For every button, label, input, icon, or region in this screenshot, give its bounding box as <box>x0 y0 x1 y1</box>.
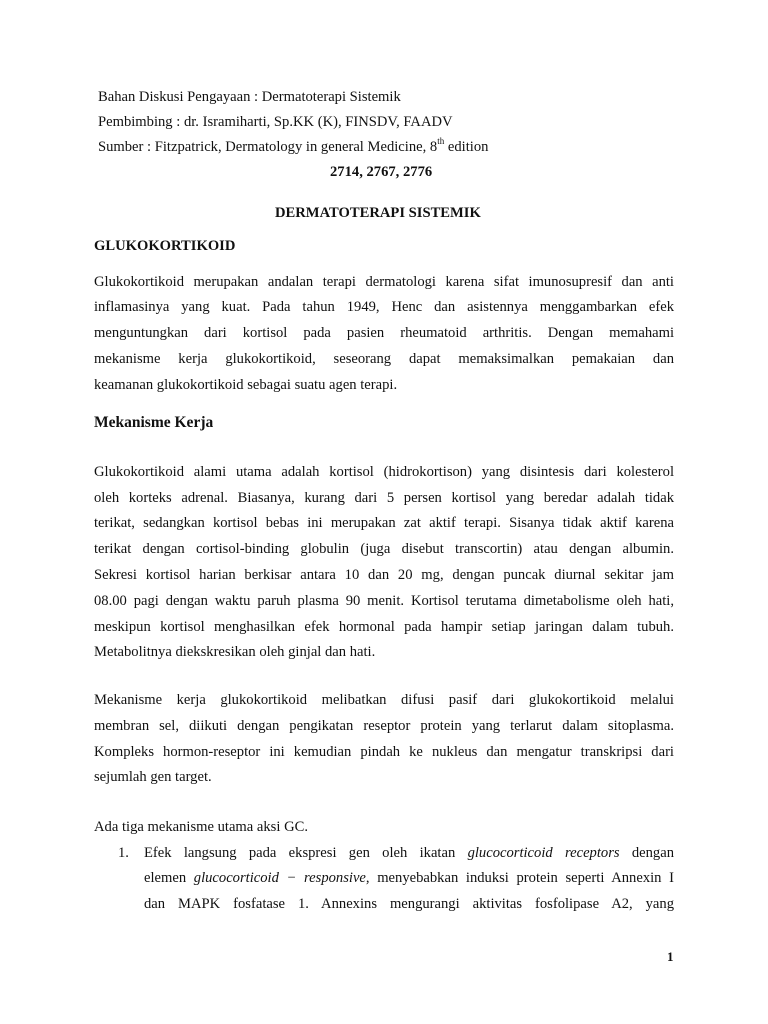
list-line2-tail: , menyebabkan induksi protein seperti Annexin I <box>365 870 674 886</box>
header-course-line: Bahan Diskusi Pengayaan : Dermatoterapi Sistemik <box>98 89 401 105</box>
para2-line-4: sejumlah gen target. <box>94 769 212 785</box>
list-line1-italic: glucocorticoid receptors <box>467 845 620 861</box>
para1-line-7: meskipun kortisol menghasilkan efek hormonal pada hampir setiap jaringan dalam tubuh. <box>94 619 674 635</box>
para2-line-3: Kompleks hormon-reseptor ini kemudian pindah ke nukleus dan mengatur transkripsi dari <box>94 744 674 760</box>
para1-line-5: Sekresi kortisol harian berkisar antara 10 dan 20 mg, dengan puncak diurnal sekitar jam <box>94 567 674 583</box>
list-line2-text: elemen <box>144 870 194 886</box>
section-heading: GLUKOKORTIKOID <box>94 238 236 254</box>
para1-line-1: Glukokortikoid alami utama adalah kortisol (hidrokortison) yang disintesis dari kolesterol <box>94 464 674 480</box>
para1-line-2: oleh korteks adrenal. Biasanya, kurang dari 5 persen kortisol yang beredar adalah tidak <box>94 490 674 506</box>
source-edition-sup: th <box>437 136 445 147</box>
list-line1-text: Efek langsung pada ekspresi gen oleh ikatan <box>144 845 468 861</box>
intro-line-5: keamanan glukokortikoid sebagai suatu agen terapi. <box>94 377 398 393</box>
para1-line-8: Metabolitnya diekskresikan oleh ginjal dan hati. <box>94 644 376 660</box>
para1-line-3: terikat, sedangkan kortisol bebas ini merupakan zat aktif terapi. Sisanya tidak aktif karena <box>94 515 674 531</box>
list-line1-tail: dengan <box>619 845 675 861</box>
list-item-number: 1. <box>118 845 129 861</box>
list-item-line-2 <box>144 870 674 887</box>
header-page-numbers: 2714, 2767, 2776 <box>330 164 433 180</box>
intro-line-1: Glukokortikoid merupakan andalan terapi dermatologi karena sifat imunosupresif dan anti <box>94 274 674 290</box>
header-supervisor-line: Pembimbing : dr. Isramiharti, Sp.KK (K), FINSDV, FAADV <box>98 114 453 130</box>
list-item-line-1 <box>144 845 674 862</box>
list-item-line-3: dan MAPK fosfatase 1. Annexins mengurangi aktivitas fosfolipase A2, yang <box>144 896 674 912</box>
para2-line-2: membran sel, diikuti dengan pengikatan reseptor protein yang terlarut dalam sitoplasma. <box>94 718 674 734</box>
document-title: DERMATOTERAPI SISTEMIK <box>275 205 481 221</box>
source-edition-suffix: edition <box>444 139 489 155</box>
para1-line-4: terikat dengan cortisol-binding globulin (juga disebut transcortin) atau dengan albumin. <box>94 541 674 557</box>
intro-line-2: inflamasinya yang kuat. Pada tahun 1949, Henc dan asistennya menggambarkan efek <box>94 299 674 315</box>
header-source-line <box>98 136 489 156</box>
source-text: Sumber : Fitzpatrick, Dermatology in general Medicine, 8 <box>98 139 438 155</box>
para2-line-1: Mekanisme kerja glukokortikoid melibatkan difusi pasif dari glukokortikoid melalui <box>94 692 674 708</box>
page-number: 1 <box>667 949 674 964</box>
intro-line-3: menguntungkan dari kortisol pada pasien rheumatoid arthritis. Dengan memahami <box>94 325 674 341</box>
list-intro: Ada tiga mekanisme utama aksi GC. <box>94 819 308 835</box>
list-line2-italic: glucocorticoid − responsive <box>193 870 366 886</box>
intro-line-4: mekanisme kerja glukokortikoid, seseorang dapat memaksimalkan pemakaian dan <box>94 351 674 367</box>
para1-line-6: 08.00 pagi dengan waktu paruh plasma 90 menit. Kortisol terutama dimetabolisme oleh hati, <box>94 593 674 609</box>
subheading-mechanism: Mekanisme Kerja <box>94 414 214 431</box>
